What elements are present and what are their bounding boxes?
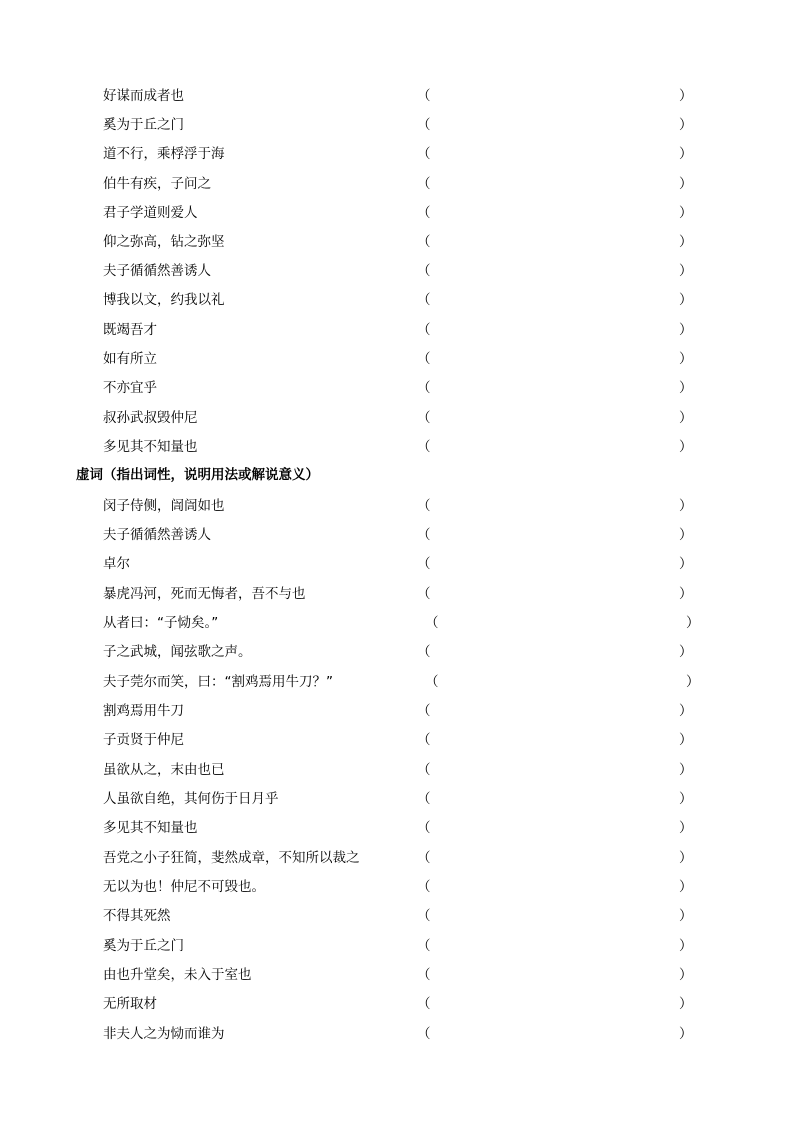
item-text: 奚为于丘之门 — [103, 117, 184, 133]
list-item — [0, 554, 794, 583]
answer-paren-close: ） — [679, 644, 693, 660]
list-item — [0, 848, 794, 877]
list-item — [0, 174, 794, 203]
answer-paren-close: ） — [686, 674, 700, 690]
item-text: 无以为也！仲尼不可毁也。 — [103, 879, 265, 895]
answer-paren-open: （ — [417, 967, 431, 983]
answer-paren-open: （ — [417, 146, 431, 162]
list-item — [0, 349, 794, 378]
answer-paren-open: （ — [417, 1026, 431, 1042]
list-item — [0, 408, 794, 437]
answer-paren-close: ） — [679, 292, 693, 308]
list-item — [0, 1024, 794, 1053]
answer-paren-open: （ — [417, 703, 431, 719]
item-text: 好谋而成者也 — [103, 88, 184, 104]
answer-paren-close: ） — [679, 586, 693, 602]
answer-paren-close: ） — [679, 732, 693, 748]
list-item — [0, 261, 794, 290]
answer-paren-close: ） — [679, 205, 693, 221]
item-text: 博我以文，约我以礼 — [103, 292, 225, 308]
answer-paren-close: ） — [679, 556, 693, 572]
answer-paren-open: （ — [417, 88, 431, 104]
answer-paren-close: ） — [679, 791, 693, 807]
list-item — [0, 818, 794, 847]
answer-paren-close: ） — [679, 498, 693, 514]
answer-paren-open: （ — [417, 439, 431, 455]
answer-paren-open: （ — [417, 586, 431, 602]
answer-paren-close: ） — [679, 117, 693, 133]
item-text: 从者曰：“子恸矣。” — [103, 615, 219, 631]
answer-paren-close: ） — [679, 234, 693, 250]
answer-paren-close: ） — [679, 88, 693, 104]
answer-paren-close: ） — [679, 146, 693, 162]
list-item — [0, 730, 794, 759]
list-item — [0, 701, 794, 730]
answer-paren-close: ） — [679, 1026, 693, 1042]
item-text: 叔孙武叔毁仲尼 — [103, 410, 198, 426]
answer-paren-open: （ — [417, 380, 431, 396]
item-text: 人虽欲自绝，其何伤于日月乎 — [103, 791, 279, 807]
list-item — [0, 320, 794, 349]
answer-paren-open: （ — [417, 351, 431, 367]
item-text: 卓尔 — [103, 556, 130, 572]
item-text: 不亦宜乎 — [103, 380, 157, 396]
list-item — [0, 144, 794, 173]
item-text: 割鸡焉用牛刀 — [103, 703, 184, 719]
answer-paren-close: ） — [679, 703, 693, 719]
answer-paren-close: ） — [679, 850, 693, 866]
item-text: 非夫人之为恸而谁为 — [103, 1026, 225, 1042]
answer-paren-open: （ — [417, 644, 431, 660]
answer-paren-open: （ — [417, 205, 431, 221]
item-text: 虽欲从之，末由也已 — [103, 762, 225, 778]
answer-paren-close: ） — [679, 820, 693, 836]
answer-paren-close: ） — [679, 263, 693, 279]
answer-paren-close: ） — [679, 176, 693, 192]
list-item — [0, 525, 794, 554]
item-text: 无所取材 — [103, 996, 157, 1012]
list-item — [0, 936, 794, 965]
item-text: 不得其死然 — [103, 908, 171, 924]
answer-paren-open: （ — [417, 234, 431, 250]
list-item — [0, 115, 794, 144]
answer-paren-close: ） — [679, 996, 693, 1012]
list-item — [0, 994, 794, 1023]
answer-paren-open: （ — [417, 938, 431, 954]
answer-paren-open: （ — [417, 820, 431, 836]
answer-paren-open: （ — [425, 674, 439, 690]
answer-paren-close: ） — [679, 938, 693, 954]
item-text: 如有所立 — [103, 351, 157, 367]
answer-paren-close: ） — [679, 351, 693, 367]
item-text: 暴虎冯河，死而无悔者，吾不与也 — [103, 586, 306, 602]
item-text: 伯牛有疾，子问之 — [103, 176, 211, 192]
answer-paren-open: （ — [417, 117, 431, 133]
list-item — [0, 613, 794, 642]
list-item — [0, 965, 794, 994]
answer-paren-open: （ — [417, 322, 431, 338]
list-item — [0, 672, 794, 701]
item-text: 道不行，乘桴浮于海 — [103, 146, 225, 162]
list-item — [0, 437, 794, 466]
item-text: 君子学道则爱人 — [103, 205, 198, 221]
list-item — [0, 760, 794, 789]
item-text: 夫子莞尔而笑，曰：“割鸡焉用牛刀？” — [103, 674, 333, 690]
answer-paren-open: （ — [417, 791, 431, 807]
answer-paren-open: （ — [417, 732, 431, 748]
answer-paren-close: ） — [686, 615, 700, 631]
item-text: 夫子循循然善诱人 — [103, 263, 211, 279]
answer-paren-open: （ — [417, 556, 431, 572]
answer-paren-open: （ — [425, 615, 439, 631]
answer-paren-open: （ — [417, 527, 431, 543]
list-item — [0, 584, 794, 613]
list-item — [0, 203, 794, 232]
item-text: 多见其不知量也 — [103, 439, 198, 455]
list-item — [0, 378, 794, 407]
answer-paren-close: ） — [679, 762, 693, 778]
answer-paren-close: ） — [679, 908, 693, 924]
list-item — [0, 496, 794, 525]
answer-paren-open: （ — [417, 879, 431, 895]
answer-paren-open: （ — [417, 176, 431, 192]
answer-paren-close: ） — [679, 879, 693, 895]
item-text: 奚为于丘之门 — [103, 938, 184, 954]
answer-paren-open: （ — [417, 292, 431, 308]
list-item — [0, 642, 794, 671]
list-item — [0, 86, 794, 115]
item-text: 吾党之小子狂简，斐然成章，不知所以裁之 — [103, 850, 360, 866]
item-text: 子贡贤于仲尼 — [103, 732, 184, 748]
list-item — [0, 877, 794, 906]
answer-paren-close: ） — [679, 380, 693, 396]
item-text: 多见其不知量也 — [103, 820, 198, 836]
answer-paren-open: （ — [417, 908, 431, 924]
answer-paren-open: （ — [417, 996, 431, 1012]
answer-paren-open: （ — [417, 410, 431, 426]
answer-paren-open: （ — [417, 498, 431, 514]
item-text: 闵子侍侧，訚訚如也 — [103, 498, 225, 514]
answer-paren-close: ） — [679, 322, 693, 338]
answer-paren-open: （ — [417, 850, 431, 866]
item-text: 夫子循循然善诱人 — [103, 527, 211, 543]
item-text: 既竭吾才 — [103, 322, 157, 338]
item-text: 仰之弥高，钻之弥坚 — [103, 234, 225, 250]
answer-paren-close: ） — [679, 967, 693, 983]
answer-paren-open: （ — [417, 263, 431, 279]
list-item — [0, 906, 794, 935]
list-item — [0, 232, 794, 261]
answer-paren-close: ） — [679, 410, 693, 426]
answer-paren-open: （ — [417, 762, 431, 778]
item-text: 由也升堂矣，未入于室也 — [103, 967, 252, 983]
list-item — [0, 290, 794, 319]
list-item — [0, 789, 794, 818]
item-text: 子之武城，闻弦歌之声。 — [103, 644, 252, 660]
answer-paren-close: ） — [679, 439, 693, 455]
section-heading: 虚词（指出词性，说明用法或解说意义） — [76, 467, 319, 483]
answer-paren-close: ） — [679, 527, 693, 543]
